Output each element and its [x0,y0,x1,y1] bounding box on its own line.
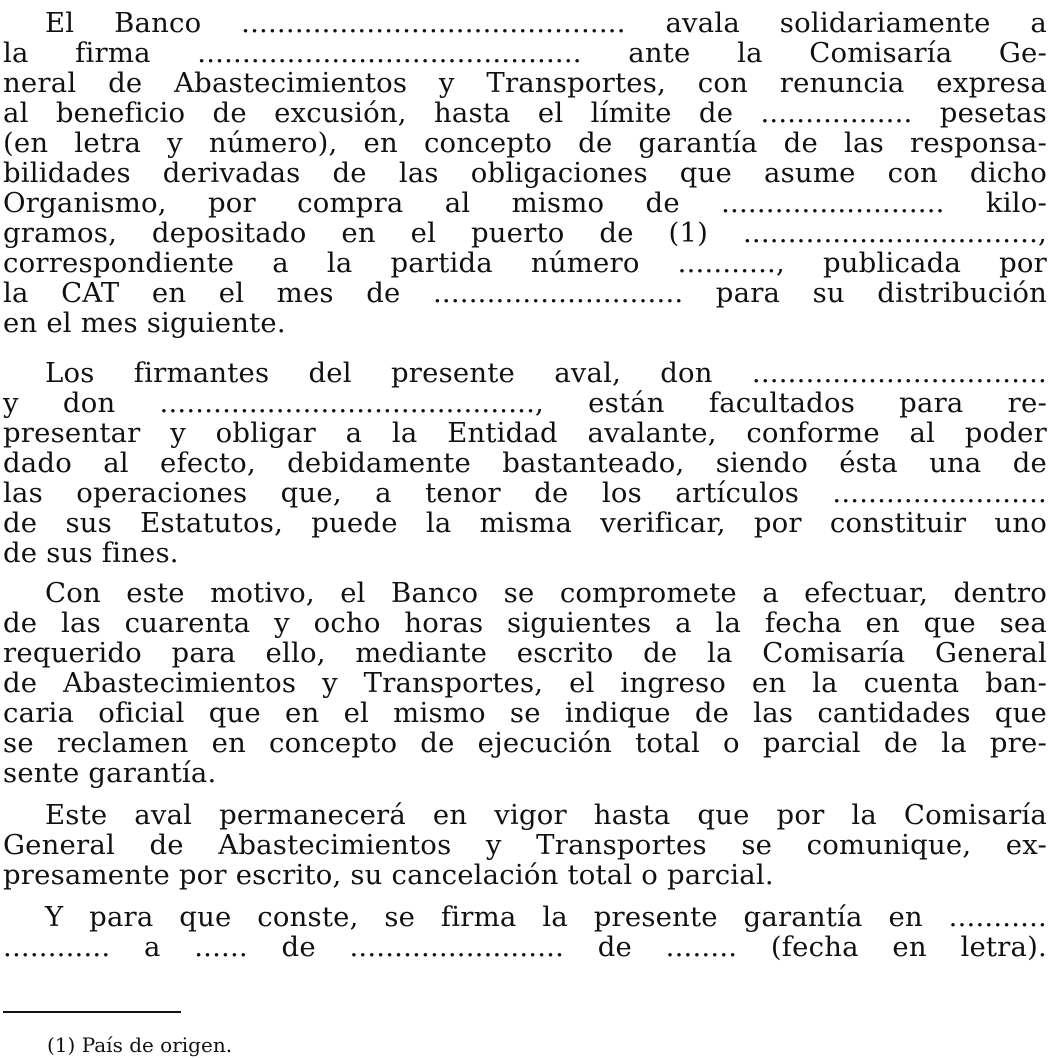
text-line: gramos, depositado en el puerto de (1) ................................., [3,217,1047,249]
text-line: ............ a ...... de ........................ de ........ (fecha en letra). [3,931,1047,963]
text-line: General de Abastecimientos y Transportes se comunique, ex- [3,829,1047,861]
text-line: neral de Abastecimientos y Transportes, con renuncia expresa [3,67,1047,99]
footnote-rule [3,1011,181,1013]
text-line: requerido para ello, mediante escrito de la Comisaría General [3,637,1047,669]
text-line: presamente por escrito, su cancelación total o parcial. [3,859,774,891]
text-line: Los firmantes del presente aval, don ................................. [45,357,1047,389]
text-line: caria oficial que en el mismo se indique de las cantidades que [3,697,1047,729]
text-line: sente garantía. [3,757,217,789]
text-line: Este aval permanecerá en vigor hasta que por la Comisaría [45,799,1047,831]
text-line: de sus Estatutos, puede la misma verificar, por constituir uno [3,507,1047,539]
text-line: Organismo, por compra al mismo de ......................... kilo- [3,187,1047,219]
text-line: se reclamen en concepto de ejecución total o parcial de la pre- [3,727,1047,759]
text-line: bilidades derivadas de las obligaciones que asume con dicho [3,157,1047,189]
text-line: de Abastecimientos y Transportes, el ingreso en la cuenta ban- [3,667,1047,699]
text-line: correspondiente a la partida número ..........., publicada por [3,247,1047,279]
text-line: la firma ........................................... ante la Comisaría Ge- [3,37,1047,69]
text-line: presentar y obligar a la Entidad avalante, conforme al poder [3,417,1047,449]
text-line: al beneficio de excusión, hasta el límite de ................. pesetas [3,97,1047,129]
footnote: (1) País de origen. [47,1033,233,1057]
text-line: dado al efecto, debidamente bastanteado, siendo ésta una de [3,447,1047,479]
text-line: en el mes siguiente. [3,307,286,339]
text-line: y don .........................................., están facultados para re- [3,387,1047,419]
text-line: las operaciones que, a tenor de los artículos ........................ [3,477,1047,509]
text-line: Con este motivo, el Banco se compromete a efectuar, dentro [45,577,1047,609]
text-line: (en letra y número), en concepto de garantía de las responsa- [3,127,1047,159]
text-line: El Banco ........................................... avala solidariamente a [45,7,1047,39]
text-line: la CAT en el mes de ............................ para su distribución [3,277,1047,309]
text-line: de las cuarenta y ocho horas siguientes a la fecha en que sea [3,607,1047,639]
text-line: Y para que conste, se firma la presente garantía en ........... [45,901,1047,933]
text-line: de sus fines. [3,537,179,569]
